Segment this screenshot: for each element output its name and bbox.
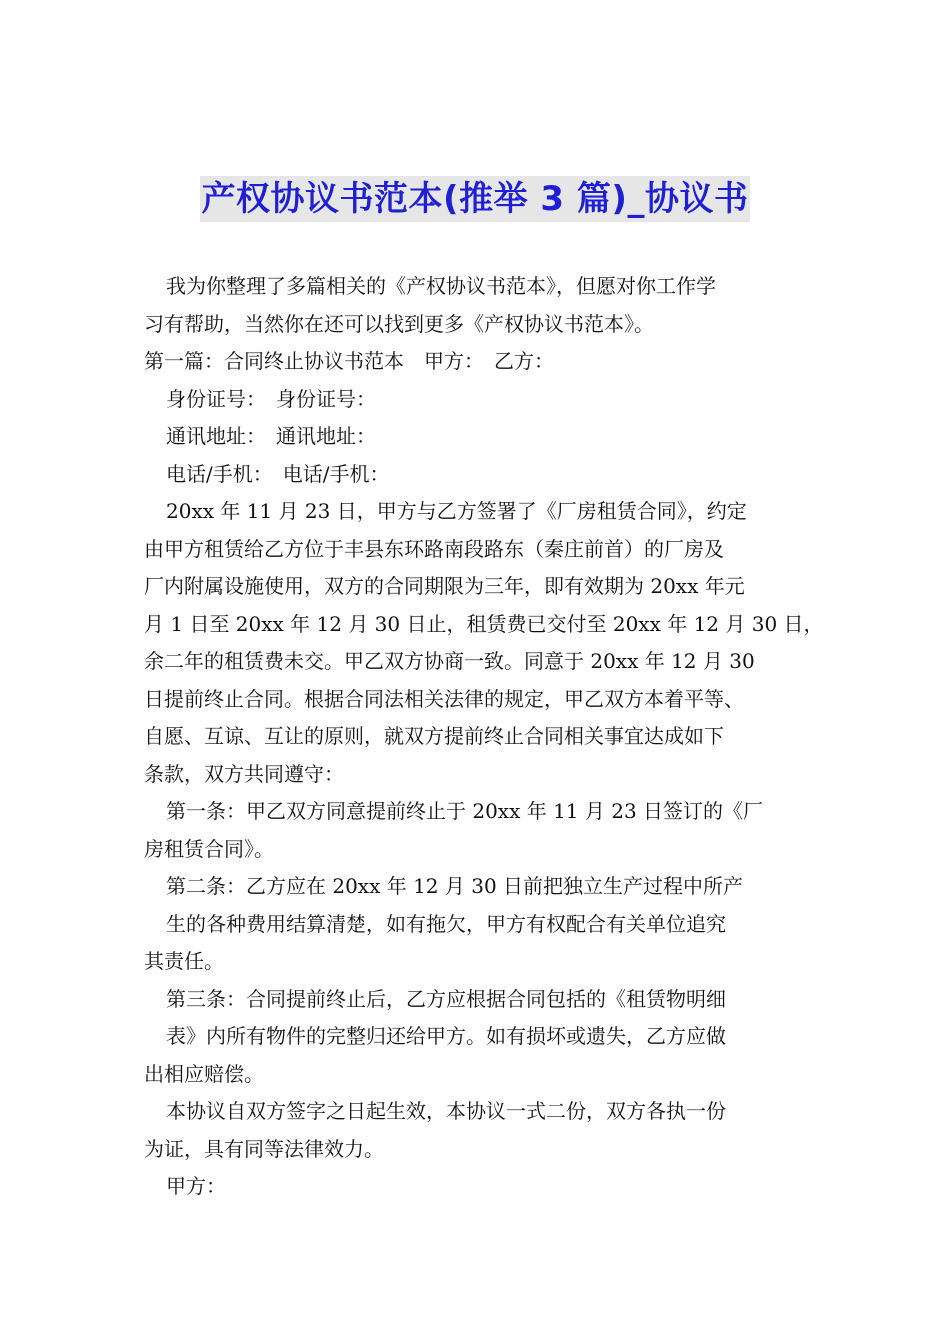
document-title: 产权协议书范本(推举 3 篇)_协议书 [200,176,751,222]
text-line: 月 1 日至 20xx 年 12 月 30 日止，租赁费已交付至 20xx 年 12 月 30 日， [144,611,824,636]
text-line: 房租赁合同》。 [144,836,274,861]
text-line: 其责任。 [144,949,224,973]
text-line: 由甲方租赁给乙方位于丰县东环路南段路东（秦庄前首）的厂房及 [144,536,724,561]
text-line: 甲方： [166,1174,226,1198]
text-line: 身份证号： 身份证号： [166,386,376,411]
text-line: 电话/手机： 电话/手机： [166,461,390,486]
text-line: 表》内所有物件的完整归还给甲方。如有损坏或遗失，乙方应做 [166,1024,726,1048]
title-container [0,176,950,222]
text-line: 条款，双方共同遵守： [144,761,344,786]
text-line: 20xx 年 11 月 23 日，甲方与乙方签署了《厂房租赁合同》，约定 [166,499,747,523]
text-line: 生的各种费用结算清楚，如有拖欠，甲方有权配合有关单位追究 [166,911,726,936]
text-line: 日提前终止合同。根据合同法相关法律的规定，甲乙双方本着平等、 [144,686,744,711]
text-line: 本协议自双方签字之日起生效，本协议一式二份，双方各执一份 [166,1099,726,1123]
text-line: 习有帮助，当然你在还可以找到更多《产权协议书范本》。 [144,311,654,336]
text-line: 第三条：合同提前终止后，乙方应根据合同包括的《租赁物明细 [166,986,726,1011]
text-line: 第一条：甲乙双方同意提前终止于 20xx 年 11 月 23 日签订的《厂 [166,799,764,823]
text-line: 第二条：乙方应在 20xx 年 12 月 30 日前把独立生产过程中所产 [166,874,744,898]
text-line: 出相应赔偿。 [144,1061,264,1086]
document-body [144,268,824,1206]
text-line: 为证，具有同等法律效力。 [144,1136,384,1161]
text-line: 自愿、互谅、互让的原则，就双方提前终止合同相关事宜达成如下 [144,724,724,748]
text-line: 我为你整理了多篇相关的《产权协议书范本》，但愿对你工作学 [166,274,716,298]
text-line: 通讯地址： 通讯地址： [166,424,376,448]
text-line: 余二年的租赁费未交。甲乙双方协商一致。同意于 20xx 年 12 月 30 [144,649,755,673]
text-line: 厂内附属设施使用，双方的合同期限为三年，即有效期为 20xx 年元 [144,574,745,598]
text-line: 第一篇：合同终止协议书范本 甲方： 乙方： [144,349,554,373]
